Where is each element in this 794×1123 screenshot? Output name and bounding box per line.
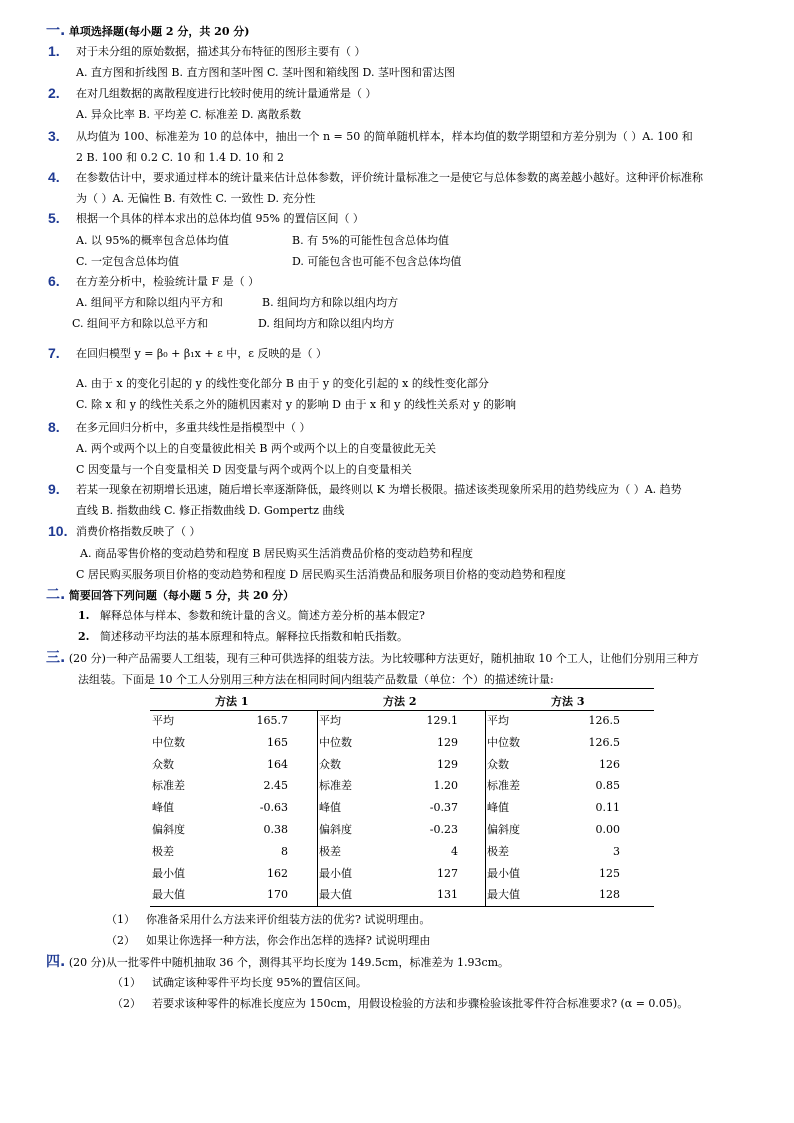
- section-number: 一.: [46, 23, 66, 39]
- short-answer-text: 解释总体与样本、参数和统计量的含义。简述方差分析的基本假定?: [100, 609, 425, 622]
- table-row-label: 众数: [487, 758, 509, 771]
- sub-question-number: （1）: [112, 976, 141, 989]
- table-row-label: 峰值: [152, 801, 174, 814]
- table-row-label: 峰值: [319, 801, 341, 814]
- table-cell-value: 8: [281, 845, 288, 858]
- table-row-label: 最大值: [487, 888, 520, 901]
- option-c: C. 组间平方和除以总平方和: [72, 317, 209, 330]
- table-row-label: 最大值: [152, 888, 185, 901]
- question-stem: 在参数估计中，要求通过样本的统计量来估计总体参数，评价统计量标准之一是使它与总体参数的离差越小越好。这种评价标准称: [76, 171, 703, 184]
- short-answer-text: 简述移动平均法的基本原理和特点。解释拉氏指数和帕氏指数。: [100, 630, 408, 643]
- short-answer-number: 2.: [78, 630, 90, 643]
- table-header-rule: [150, 710, 654, 711]
- table-cell-value: 164: [267, 758, 288, 771]
- section-title: 单项选择题(每小题 2 分，共 20 分): [68, 25, 250, 38]
- question-stem: 根据一个具体的样本求出的总体均值 95% 的置信区间（ ）: [76, 212, 364, 225]
- table-row-label: 平均: [487, 714, 509, 727]
- question-options: 直线 B. 指数曲线 C. 修正指数曲线 D. Gompertz 曲线: [76, 504, 345, 517]
- table-row-label: 最小值: [319, 867, 352, 880]
- column-header: 方法 1: [215, 695, 249, 708]
- section-2-heading: [46, 588, 294, 603]
- section-3-heading: [46, 651, 699, 666]
- question-number: 4.: [48, 169, 60, 185]
- table-row-label: 标准差: [487, 779, 520, 792]
- sub-question-number: （2）: [106, 934, 135, 947]
- table-cell-value: 0.00: [595, 823, 620, 836]
- table-cell-value: 1.20: [433, 779, 458, 792]
- question-number: 7.: [48, 345, 60, 361]
- table-cell-value: 129.1: [426, 714, 458, 727]
- question-number: 6.: [48, 273, 60, 289]
- table-row-label: 众数: [152, 758, 174, 771]
- table-row-label: 偏斜度: [152, 823, 185, 836]
- question-stem: 在方差分析中，检验统计量 F 是（ ）: [76, 275, 260, 288]
- section-number: 三.: [46, 650, 66, 666]
- option-cd: C 因变量与一个自变量相关 D 因变量与两个或两个以上的自变量相关: [76, 463, 412, 476]
- question-options: 2 B. 100 和 0.2 C. 10 和 1.4 D. 10 和 2: [76, 151, 284, 164]
- question-stem: 若某一现象在初期增长迅速，随后增长率逐渐降低，最终则以 K 为增长极限。描述该类现象所采用的趋势线应为（ ）A. 趋势: [76, 483, 682, 496]
- table-cell-value: -0.23: [429, 823, 458, 836]
- table-row-label: 极差: [487, 845, 509, 858]
- table-cell-value: 126: [599, 758, 620, 771]
- option-ab: A. 两个或两个以上的自变量彼此相关 B 两个或两个以上的自变量彼此无关: [76, 442, 437, 455]
- sub-question-text: 试确定该种零件平均长度 95%的置信区间。: [152, 976, 367, 989]
- section-4-heading: [46, 955, 509, 970]
- table-cell-value: 0.38: [263, 823, 288, 836]
- table-row-label: 极差: [152, 845, 174, 858]
- option-b: B. 组间均方和除以组内均方: [262, 296, 399, 309]
- table-col-divider: [317, 710, 318, 906]
- table-cell-value: 165: [267, 736, 288, 749]
- short-answer-number: 1.: [78, 609, 90, 622]
- option-a: A. 组间平方和除以组内平方和: [76, 296, 223, 309]
- section-title: 简要回答下列问题（每小题 5 分，共 20 分）: [68, 589, 295, 602]
- question-stem: 消费价格指数反映了（ ）: [76, 525, 201, 538]
- sub-question-number: （1）: [106, 913, 135, 926]
- question-number: 1.: [48, 43, 60, 59]
- table-row-label: 最大值: [319, 888, 352, 901]
- sub-question-text: 如果让你选择一种方法，你会作出怎样的选择? 试说明理由: [146, 934, 431, 947]
- table-cell-value: 0.11: [595, 801, 620, 814]
- table-top-rule: [150, 688, 654, 689]
- table-row-label: 众数: [319, 758, 341, 771]
- table-cell-value: -0.63: [259, 801, 288, 814]
- table-cell-value: 0.85: [595, 779, 620, 792]
- option-ab: A. 商品零售价格的变动趋势和程度 B 居民购买生活消费品价格的变动趋势和程度: [80, 547, 474, 560]
- question-options: A. 直方图和折线图 B. 直方图和茎叶图 C. 茎叶图和箱线图 D. 茎叶图和雷达图: [76, 66, 455, 79]
- sub-question-text: 你准备采用什么方法来评价组装方法的优劣? 试说明理由。: [146, 913, 431, 926]
- table-row-label: 平均: [152, 714, 174, 727]
- table-row-label: 极差: [319, 845, 341, 858]
- table-cell-value: 4: [451, 845, 458, 858]
- option-a: A. 以 95%的概率包含总体均值: [76, 234, 229, 247]
- question-stem: 在对几组数据的离散程度进行比较时使用的统计量通常是（ ）: [76, 87, 377, 100]
- table-row-label: 标准差: [152, 779, 185, 792]
- table-cell-value: 127: [437, 867, 458, 880]
- table-cell-value: 3: [613, 845, 620, 858]
- column-header: 方法 3: [551, 695, 585, 708]
- option-ab: A. 由于 x 的变化引起的 y 的线性变化部分 B 由于 y 的变化引起的 x 的线性变化部分: [76, 377, 489, 390]
- table-cell-value: -0.37: [429, 801, 458, 814]
- table-row-label: 标准差: [319, 779, 352, 792]
- question-stem: 对于未分组的原始数据，描述其分布特征的图形主要有（ ）: [76, 45, 366, 58]
- option-cd: C 居民购买服务项目价格的变动趋势和程度 D 居民购买生活消费品和服务项目价格的变动趋势和程度: [76, 568, 566, 581]
- question-number: 10.: [48, 523, 68, 539]
- option-cd: C. 除 x 和 y 的线性关系之外的随机因素对 y 的影响 D 由于 x 和 y 的线性关系对 y 的影响: [76, 398, 517, 411]
- table-row-label: 中位数: [152, 736, 185, 749]
- table-cell-value: 128: [599, 888, 620, 901]
- question-number: 3.: [48, 128, 60, 144]
- section-number: 二.: [46, 587, 66, 603]
- section-1-heading: [46, 24, 250, 39]
- question-stem: 从均值为 100、标准差为 10 的总体中，抽出一个 n = 50 的简单随机样本，样本均值的数学期望和方差分别为（ ）A. 100 和: [76, 130, 693, 143]
- table-cell-value: 170: [267, 888, 288, 901]
- question-number: 8.: [48, 419, 60, 435]
- table-cell-value: 125: [599, 867, 620, 880]
- question-stem: 在回归模型 y = β₀ + β₁x + ε 中，ε 反映的是（ ）: [76, 347, 327, 360]
- section-3-line-2: 法组装。下面是 10 个工人分别用三种方法在相同时间内组装产品数量（单位：个）的描述统计量:: [78, 673, 554, 686]
- table-cell-value: 162: [267, 867, 288, 880]
- section-title: (20 分)从一批零件中随机抽取 36 个，测得其平均长度为 149.5cm，标准差为 1.93cm。: [68, 956, 510, 969]
- section-title: (20 分)一种产品需要人工组装，现有三种可供选择的组装方法。为比较哪种方法更好，随机抽取 10 个工人，让他们分别用三种方: [68, 652, 699, 665]
- option-d: D. 组间均方和除以组内均方: [258, 317, 395, 330]
- table-row-label: 最小值: [152, 867, 185, 880]
- question-number: 9.: [48, 481, 60, 497]
- section-number: 四.: [46, 954, 66, 970]
- question-options: A. 异众比率 B. 平均差 C. 标准差 D. 离散系数: [76, 108, 301, 121]
- table-row-label: 峰值: [487, 801, 509, 814]
- sub-question-text: 若要求该种零件的标准长度应为 150cm，用假设检验的方法和步骤检验该批零件符合标准要求? (α = 0.05)。: [152, 997, 689, 1010]
- table-cell-value: 131: [437, 888, 458, 901]
- table-cell-value: 165.7: [256, 714, 288, 727]
- question-number: 5.: [48, 210, 60, 226]
- question-stem: 在多元回归分析中，多重共线性是指模型中（ ）: [76, 421, 311, 434]
- table-col-divider: [485, 710, 486, 906]
- table-row-label: 中位数: [319, 736, 352, 749]
- table-cell-value: 2.45: [263, 779, 288, 792]
- table-row-label: 平均: [319, 714, 341, 727]
- option-c: C. 一定包含总体均值: [76, 255, 180, 268]
- sub-question-number: （2）: [112, 997, 141, 1010]
- column-header: 方法 2: [383, 695, 417, 708]
- question-options: 为（ ）A. 无偏性 B. 有效性 C. 一致性 D. 充分性: [76, 192, 316, 205]
- table-row-label: 中位数: [487, 736, 520, 749]
- table-row-label: 最小值: [487, 867, 520, 880]
- table-bottom-rule: [150, 906, 654, 907]
- table-cell-value: 129: [437, 758, 458, 771]
- option-b: B. 有 5%的可能性包含总体均值: [292, 234, 450, 247]
- table-cell-value: 126.5: [588, 714, 620, 727]
- question-number: 2.: [48, 85, 60, 101]
- table-row-label: 偏斜度: [487, 823, 520, 836]
- table-row-label: 偏斜度: [319, 823, 352, 836]
- option-d: D. 可能包含也可能不包含总体均值: [292, 255, 462, 268]
- table-cell-value: 129: [437, 736, 458, 749]
- table-cell-value: 126.5: [588, 736, 620, 749]
